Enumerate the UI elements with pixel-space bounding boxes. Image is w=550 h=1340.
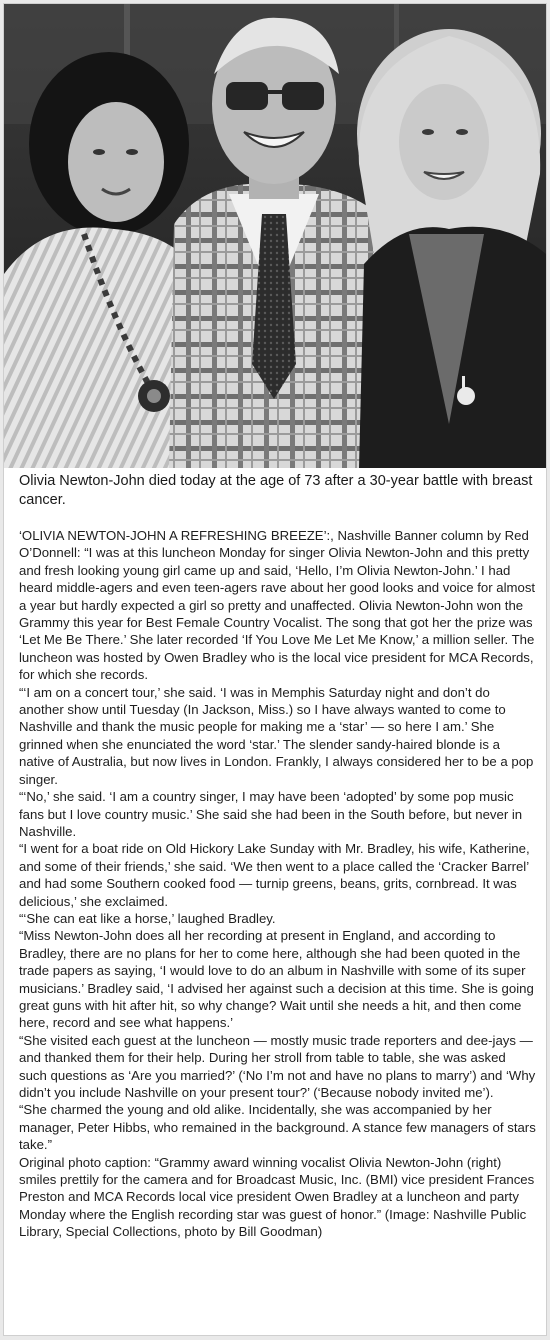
article-paragraph: “Miss Newton-John does all her recording at present in England, and according to Bradley, there are no plans for her to come here, although she had been quoted in the trade papers as saying, ‘I would love to do an album in Nashville with some of its super musicians.’ Bradley said, ‘I advised her against such a decision at this time. She is going great guns with hit after hit, so why change? Wait until she needs a hit, and then come here, record and see what happens.’: [19, 928, 534, 1031]
article-paragraph: “‘No,’ she said. ‘I am a country singer, I may have been ‘adopted’ by some pop music fans but I love country music.’ She said she had been in the South before, but never in Nashville.: [19, 789, 523, 839]
article-paragraph: “‘I am on a concert tour,’ she said. ‘I was in Memphis Saturday night and don’t do another show until Tuesday (In Jackson, Miss.) so I have always wanted to come to Nashville and thank the music people for making me a ‘star’ — so here I am.’ She grinned when she enunciated the word ‘star.’ The slender sandy-haired blonde is a native of Australia, but now lives in London. Frankly, I always considered her to be a pop singer.: [19, 684, 534, 787]
photo-people-icon: [4, 4, 546, 468]
article-paragraph: “‘She can eat like a horse,’ laughed Bradley.: [19, 910, 276, 926]
photo[interactable]: [4, 4, 546, 468]
article-paragraph: “I went for a boat ride on Old Hickory Lake Sunday with Mr. Bradley, his wife, Katherine, and some of their friends,’ she said. ‘We then went to a place called the ‘Cracker Barrel’ and had some Southern cooked food — turnip greens, beans, grits, cornbread. It was delicious,’ she exclaimed.: [19, 841, 530, 909]
article-paragraph: “She charmed the young and old alike. Incidentally, she was accompanied by her manager, Peter Hibbs, who remained in the background. A stance few managers of stars take.”: [19, 1102, 536, 1153]
article-paragraph: ‘OLIVIA NEWTON-JOHN A REFRESHING BREEZE’:, Nashville Banner column by Red O’Donnell: “I was at this luncheon Monday for singer Olivia Newton-John and this pretty and fresh looking young girl came up and said, ‘Hello, I’m Olivia Newton-John.’ I had heard middle-agers and even teen-agers rave about her good looks and voice for almost a year but hardly expected a girl so pretty and unaffected. Olivia Newton-John won the Grammy this year for Best Female Country Vocalist. The song that got her the prize was ‘Let Me Be There.’ She later recorded ‘If You Love Me Let Me Know,’ a million seller. The luncheon was hosted by Owen Bradley who is the local vice president for MCA Records, for which she records.: [19, 528, 536, 683]
photo-caption: Olivia Newton-John died today at the age of 73 after a 30-year battle with breast cancer.: [19, 473, 533, 508]
article-paragraph: Original photo caption: “Grammy award winning vocalist Olivia Newton-John (right) smiles prettily for the camera and for Broadcast Music, Inc. (BMI) vice president Frances Preston and MCA Records local vice president Owen Bradley at a luncheon and party Monday where the English recording star was guest of honor.” (Image: Nashville Public Library, Special Collections, photo by Bill Goodman): [19, 1154, 535, 1240]
article-paragraph: “She visited each guest at the luncheon — mostly music trade reporters and dee-jays — and thanked them for their help. During her stroll from table to table, she was asked such questions as ‘Are you married?’ (‘No I’m not and have no plans to marry’) and ‘Why didn’t you include Nashville on your present tour?’ (‘Because nobody invited me’).: [19, 1032, 536, 1100]
post-card: [3, 3, 547, 1336]
article-body: [19, 527, 537, 1241]
